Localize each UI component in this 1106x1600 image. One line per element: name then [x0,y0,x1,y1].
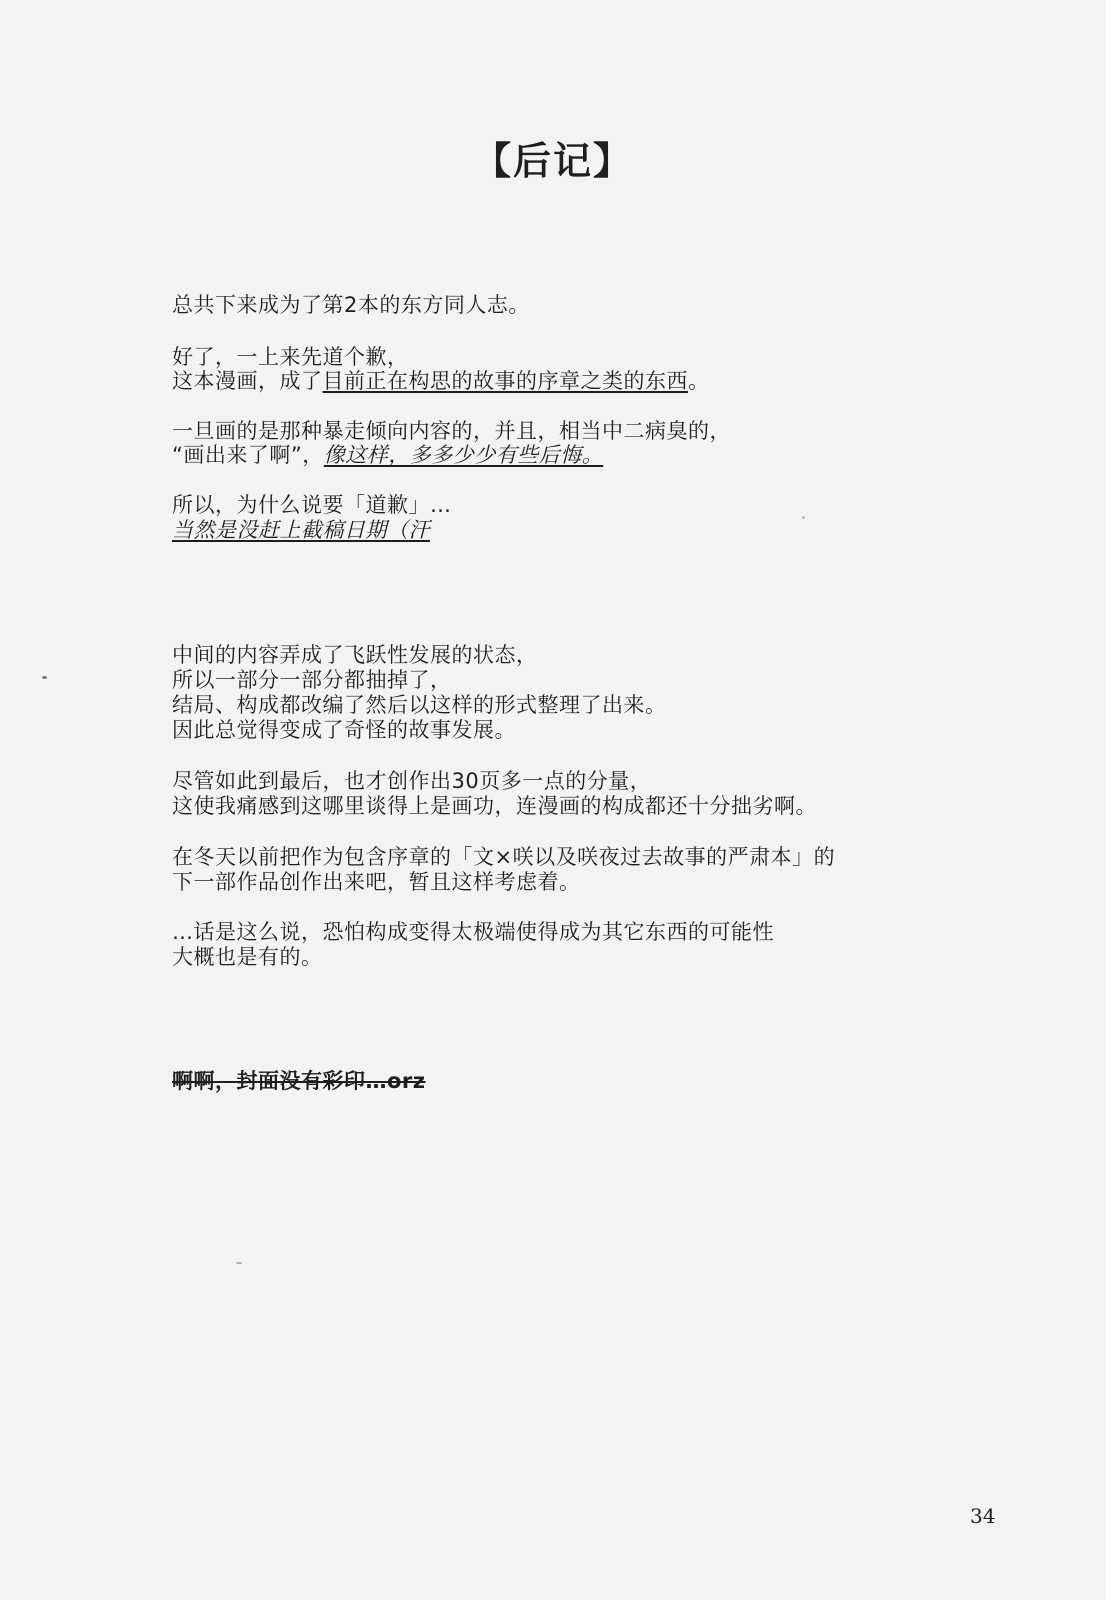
scan-speck [236,1262,242,1264]
text-segment: 这本漫画，成了 [172,369,323,393]
underlined-text: 目前正在构思的故事的序章之类的东西 [322,369,688,393]
text-line: 结局、构成都改编了然后以这样的形式整理了出来。 [172,693,667,717]
strikethrough-text: 啊啊，封面没有彩印…orz [172,1069,426,1093]
text-line [172,368,710,394]
text-line: 在冬天以前把作为包含序章的「文×咲以及咲夜过去故事的严肃本」的 [172,845,836,869]
text-segment: 。 [688,369,710,393]
text-line: 中间的内容弄成了飞跃性发展的状态， [172,643,538,667]
text-line: 大概也是有的。 [172,945,323,969]
text-line: 这使我痛感到这哪里谈得上是画功，连漫画的构成都还十分拙劣啊。 [172,794,817,818]
scan-speck [42,676,47,679]
scan-speck [802,516,805,519]
text-line: 好了，一上来先道个歉， [172,345,409,369]
text-line: 一旦画的是那种暴走倾向内容的，并且，相当中二病臭的， [172,419,731,443]
text-segment: “画出来了啊”， [172,443,324,467]
text-line: 所以一部分一部分都抽掉了， [172,668,452,692]
text-line [172,517,430,543]
underlined-italic-text: 当然是没赶上截稿日期（汗 [172,518,430,542]
text-line [172,1068,426,1094]
text-line: 所以，为什么说要「道歉」… [172,493,452,517]
page-title: 【后记】 [472,139,633,183]
text-line [172,442,603,468]
text-line: …话是这么说，恐怕构成变得太极端使得成为其它东西的可能性 [172,920,774,944]
text-line: 因此总觉得变成了奇怪的故事发展。 [172,718,516,742]
text-line: 尽管如此到最后，也才创作出30页多一点的分量， [172,769,652,793]
page-number: 34 [970,1504,996,1528]
text-line: 下一部作品创作出来吧，暂且这样考虑着。 [172,870,581,894]
text-line: 总共下来成为了第2本的东方同人志。 [172,293,530,317]
underlined-italic-text: 像这样，多多少少有些后悔。 [323,443,604,467]
